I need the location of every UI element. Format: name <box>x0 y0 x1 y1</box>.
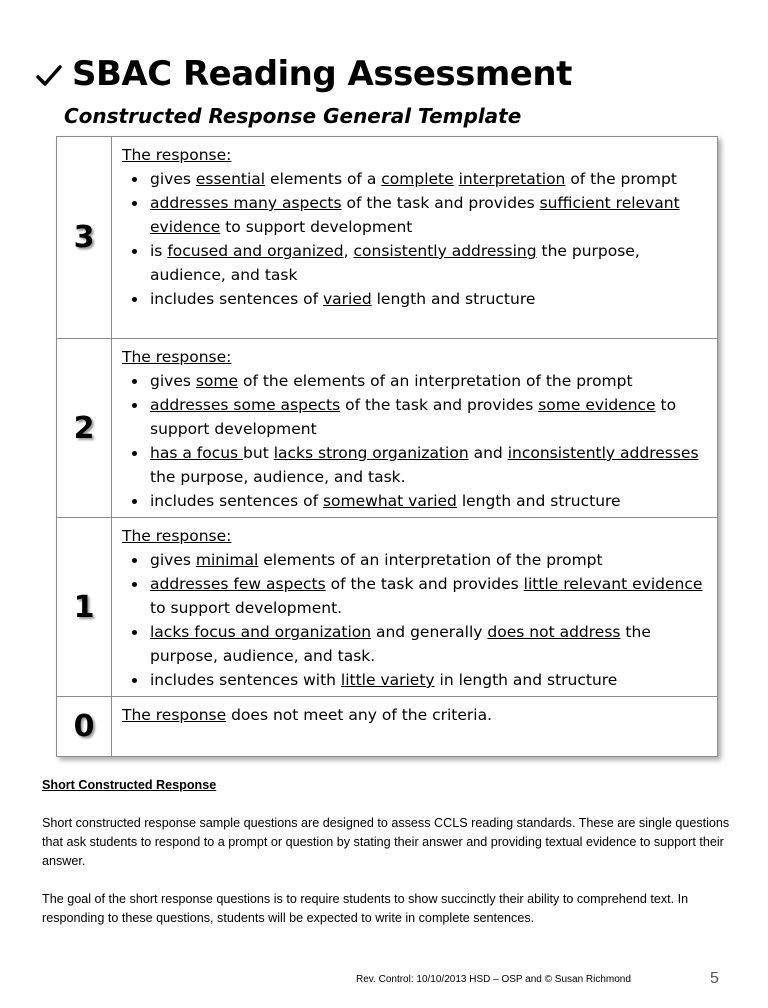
key-phrase: addresses many aspects <box>150 194 342 212</box>
criteria-text: and generally <box>371 623 488 641</box>
criteria-text: the purpose, audience, and task. <box>150 623 651 665</box>
criteria-item <box>148 620 709 668</box>
response-heading: The response: <box>122 146 232 164</box>
page-subtitle: Constructed Response General Template <box>64 104 522 128</box>
section-title: Short Constructed Response <box>42 778 217 792</box>
key-phrase: little relevant evidence <box>523 575 703 593</box>
criteria-text: and <box>468 444 508 462</box>
criteria-list <box>122 548 709 692</box>
key-phrase: little variety <box>340 671 435 689</box>
criteria-text: includes sentences of <box>150 290 323 308</box>
key-phrase: focused and organized <box>167 242 344 260</box>
description-cell <box>112 137 718 339</box>
key-phrase: complete <box>381 170 454 188</box>
criteria-list <box>122 167 709 311</box>
key-phrase: lacks strong organization <box>273 444 469 462</box>
criteria-list <box>122 369 709 513</box>
key-phrase: addresses some aspects <box>150 396 341 414</box>
score-cell: 0 <box>57 697 112 757</box>
criteria-item <box>148 369 709 393</box>
criteria-text: length and structure <box>456 492 621 510</box>
criteria-text: gives <box>150 372 196 390</box>
criteria-text: gives <box>150 551 196 569</box>
criteria-text: to support development <box>150 396 677 438</box>
key-phrase: varied <box>322 290 372 308</box>
criteria-text: includes sentences with <box>150 671 341 689</box>
score-cell: 3 <box>57 137 112 339</box>
section-paragraph-2: The goal of the short response questions is to require students to show succinctly their ability to comprehend text. In responding to these questions, students will be expected to write in complete sentences. <box>42 892 689 925</box>
score-cell: 1 <box>57 518 112 697</box>
zero-row-lead: The response <box>122 706 227 724</box>
key-phrase: sufficient relevant evidence <box>150 194 680 236</box>
footer-revision: Rev. Control: 10/10/2013 HSD – OSP and © Susan Richmond <box>356 974 631 985</box>
criteria-text: to support development. <box>150 599 343 617</box>
key-phrase: addresses few aspects <box>150 575 326 593</box>
zero-row-text: does not meet any of the criteria. <box>226 706 493 724</box>
response-heading: The response: <box>122 527 232 545</box>
section-paragraph-1: Short constructed response sample questions are designed to assess CCLS reading standards. These are single questions that ask students to respond to a prompt or question by stating their answer and providing textual evidence to support their answer. <box>42 816 730 868</box>
criteria-item <box>148 489 709 513</box>
criteria-text: but <box>243 444 274 462</box>
checkmark-icon <box>36 63 62 89</box>
key-phrase: inconsistently addresses <box>507 444 699 462</box>
description-cell <box>112 339 718 518</box>
criteria-text: of the prompt <box>565 170 677 188</box>
criteria-text: , <box>343 242 354 260</box>
key-phrase: essential <box>195 170 266 188</box>
key-phrase: some evidence <box>538 396 656 414</box>
criteria-item <box>148 548 709 572</box>
criteria-text: to support development <box>220 218 413 236</box>
rubric-row-0 <box>57 697 718 757</box>
criteria-item <box>148 191 709 239</box>
rubric-table <box>56 136 718 757</box>
rubric-body <box>57 137 718 757</box>
criteria-text: length and structure <box>371 290 536 308</box>
key-phrase: minimal <box>195 551 259 569</box>
criteria-text: in length and structure <box>434 671 618 689</box>
criteria-text: elements of an interpretation of the prompt <box>258 551 603 569</box>
key-phrase: consistently addressing <box>353 242 537 260</box>
criteria-item <box>148 572 709 620</box>
key-phrase: somewhat varied <box>322 492 457 510</box>
criteria-item <box>148 239 709 287</box>
criteria-text: gives <box>150 170 196 188</box>
rubric-row-1 <box>57 518 718 697</box>
criteria-text: the purpose, audience, and task <box>150 242 640 284</box>
criteria-text: elements of a <box>265 170 382 188</box>
title-row <box>36 54 572 94</box>
criteria-text: of the task and provides <box>340 396 539 414</box>
rubric-row-2 <box>57 339 718 518</box>
criteria-text: of the elements of an interpretation of the prompt <box>238 372 633 390</box>
description-cell <box>112 518 718 697</box>
criteria-text: of the task and provides <box>325 575 524 593</box>
response-heading: The response: <box>122 348 232 366</box>
page-number: 5 <box>710 970 719 987</box>
key-phrase: some <box>195 372 239 390</box>
criteria-item <box>148 441 709 489</box>
criteria-text: is <box>150 242 168 260</box>
page-title: SBAC Reading Assessment <box>72 54 572 94</box>
key-phrase: lacks focus and organization <box>150 623 372 641</box>
criteria-text: the purpose, audience, and task. <box>150 468 406 486</box>
criteria-text: includes sentences of <box>150 492 323 510</box>
key-phrase: does not address <box>487 623 621 641</box>
score-cell: 2 <box>57 339 112 518</box>
short-response-section <box>42 776 732 928</box>
rubric-row-3 <box>57 137 718 339</box>
description-cell <box>112 697 718 757</box>
key-phrase: interpretation <box>458 170 566 188</box>
criteria-item <box>148 668 709 692</box>
criteria-text: of the task and provides <box>341 194 540 212</box>
criteria-item <box>148 393 709 441</box>
key-phrase: has a focus <box>150 444 244 462</box>
criteria-item <box>148 167 709 191</box>
header <box>36 54 572 94</box>
criteria-item <box>148 287 709 311</box>
